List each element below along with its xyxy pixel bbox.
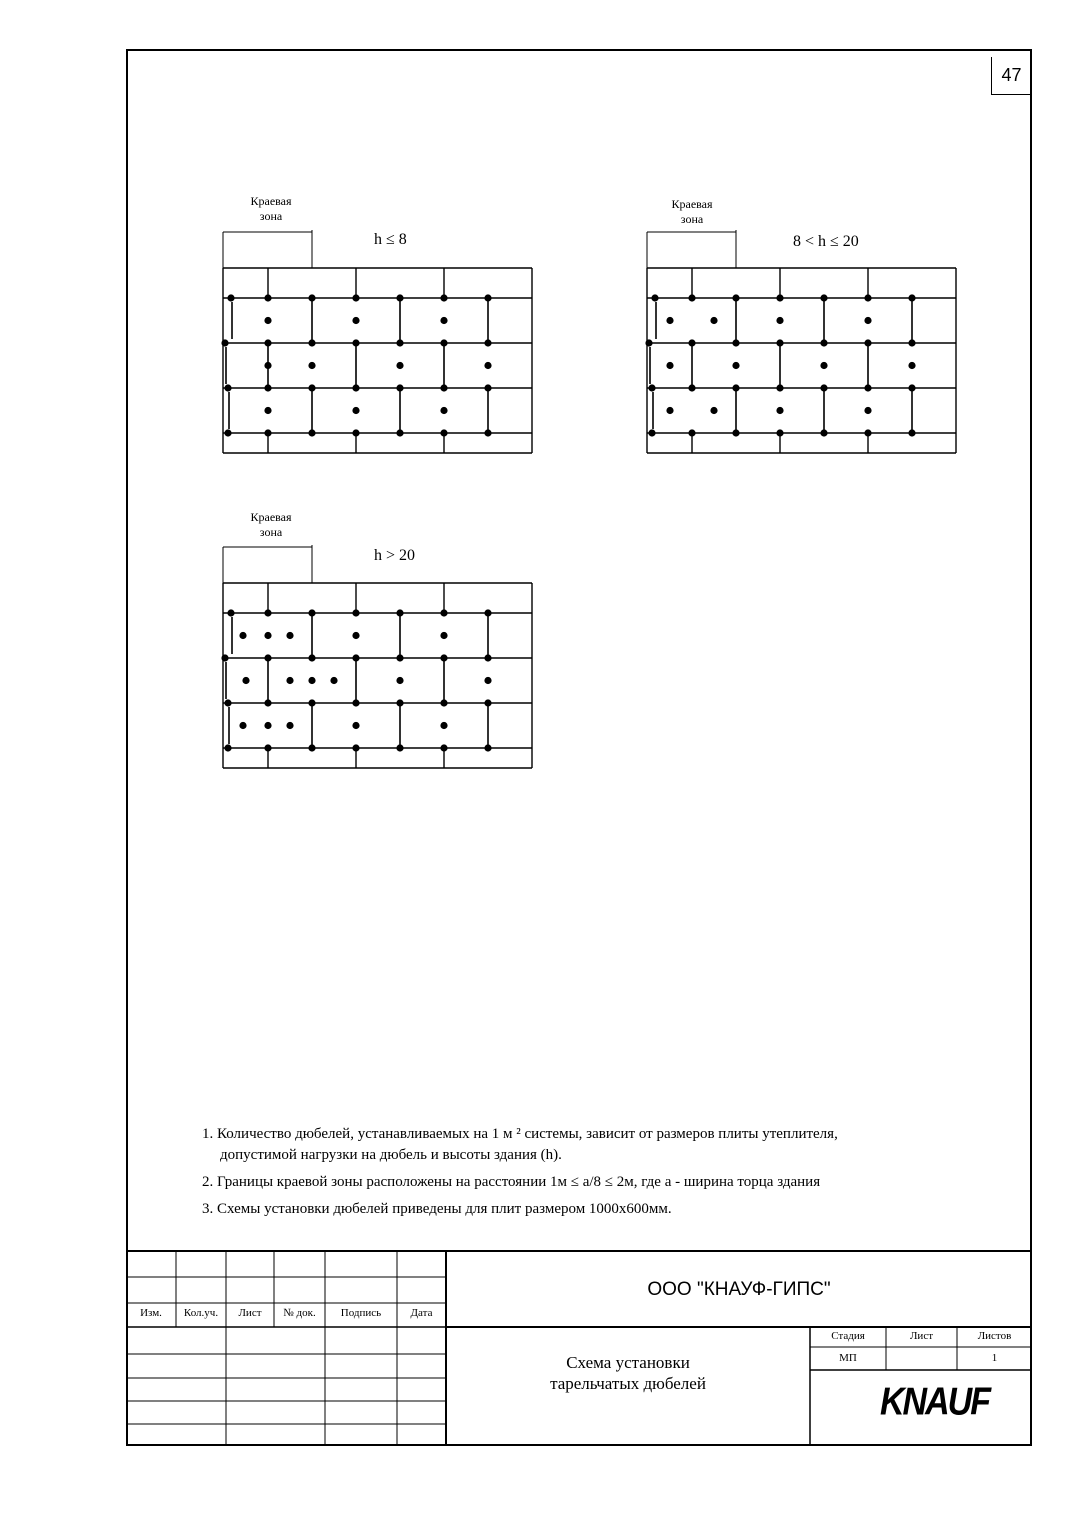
dowel-dot	[648, 429, 655, 436]
dowel-dot	[440, 699, 447, 706]
dowel-dot	[352, 339, 359, 346]
dowel-dot	[308, 677, 315, 684]
dowel-dot	[440, 654, 447, 661]
dowel-dot	[440, 339, 447, 346]
dowel-dot	[820, 429, 827, 436]
dowel-dot	[352, 654, 359, 661]
dowel-dot	[484, 654, 491, 661]
dowel-dot	[484, 744, 491, 751]
dowel-dot	[308, 609, 315, 616]
dowel-dot	[221, 339, 228, 346]
height-condition-2: 8 < h ≤ 20	[793, 233, 859, 250]
dowel-dot	[820, 339, 827, 346]
dowel-dot	[484, 677, 491, 684]
dowel-dot	[864, 339, 871, 346]
dowel-dot	[396, 609, 403, 616]
dowel-dot	[776, 429, 783, 436]
col-header-list: Лист	[238, 1307, 262, 1319]
dowel-dot	[440, 384, 447, 391]
sheets-value: 1	[991, 1352, 998, 1364]
edge-zone-label-3: Краевая зона	[250, 510, 292, 539]
dowel-dot	[688, 294, 695, 301]
dowel-dot	[484, 609, 491, 616]
dowel-dot	[440, 744, 447, 751]
stage-value: МП	[839, 1352, 857, 1364]
dowel-dot	[440, 317, 447, 324]
dowel-dot	[776, 384, 783, 391]
dowel-dot	[264, 317, 271, 324]
dowel-dot	[308, 654, 315, 661]
dowel-dot	[396, 677, 403, 684]
note-1: 1. Количество дюбелей, устанавливаемых на 1 м ² системы, зависит от размеров плиты утеплителя, допустимой нагрузки на дюбель и высоты здания (h).	[202, 1126, 838, 1163]
note-3: 3. Схемы установки дюбелей приведены для плит размером 1000x600мм.	[202, 1201, 672, 1217]
col-header-date: Дата	[410, 1307, 433, 1319]
dowel-dot	[776, 339, 783, 346]
dowel-scheme-3	[215, 535, 545, 780]
dowel-dot	[264, 384, 271, 391]
dowel-dot	[396, 654, 403, 661]
height-condition-1: h ≤ 8	[374, 231, 407, 248]
dowel-dot	[732, 339, 739, 346]
dowel-dot	[264, 407, 271, 414]
dowel-dot	[864, 429, 871, 436]
dowel-dot	[352, 429, 359, 436]
dowel-dot	[688, 429, 695, 436]
dowel-dot	[440, 632, 447, 639]
stage-header: Стадия	[831, 1330, 865, 1342]
dowel-scheme-1	[215, 220, 545, 465]
dowel-dot	[227, 609, 234, 616]
sheet-header: Лист	[909, 1330, 934, 1342]
dowel-dot	[484, 294, 491, 301]
dowel-dot	[440, 722, 447, 729]
sheets-header: Листов	[977, 1330, 1012, 1342]
dowel-dot	[286, 722, 293, 729]
dowel-dot	[264, 429, 271, 436]
dowel-dot	[352, 317, 359, 324]
dowel-dot	[820, 294, 827, 301]
dowel-dot	[732, 384, 739, 391]
dowel-dot	[484, 699, 491, 706]
dowel-dot	[820, 384, 827, 391]
dowel-dot	[308, 744, 315, 751]
notes	[202, 1124, 992, 1226]
dowel-dot	[352, 294, 359, 301]
dowel-dot	[352, 384, 359, 391]
dowel-dot	[308, 699, 315, 706]
dowel-dot	[732, 294, 739, 301]
dowel-dot	[732, 362, 739, 369]
dowel-dot	[264, 654, 271, 661]
dowel-dot	[239, 722, 246, 729]
dowel-dot	[308, 339, 315, 346]
dowel-dot	[645, 339, 652, 346]
note-2: 2. Границы краевой зоны расположены на расстоянии 1м ≤ a/8 ≤ 2м, где a - ширина торца здания	[202, 1174, 821, 1190]
edge-zone-label-1: Краевая зона	[250, 194, 292, 223]
dowel-dot	[352, 609, 359, 616]
dowel-dot	[648, 384, 655, 391]
dowel-dot	[484, 362, 491, 369]
organization-name: ООО "КНАУФ-ГИПС"	[647, 1278, 831, 1300]
dowel-dot	[352, 722, 359, 729]
dowel-dot	[396, 744, 403, 751]
dowel-dot	[396, 294, 403, 301]
edge-zone-label-2: Краевая зона	[671, 197, 713, 226]
dowel-dot	[440, 294, 447, 301]
dowel-dot	[239, 632, 246, 639]
height-condition-3: h > 20	[374, 547, 416, 564]
dowel-dot	[264, 699, 271, 706]
col-header-signature: Подпись	[340, 1307, 382, 1319]
dowel-dot	[396, 699, 403, 706]
dowel-dot	[440, 609, 447, 616]
dowel-dot	[666, 407, 673, 414]
dowel-dot	[688, 339, 695, 346]
dowel-dot	[484, 339, 491, 346]
dowel-dot	[352, 632, 359, 639]
dowel-dot	[286, 677, 293, 684]
dowel-dot	[308, 429, 315, 436]
dowel-dot	[308, 294, 315, 301]
dowel-dot	[776, 317, 783, 324]
dowel-dot	[908, 429, 915, 436]
dowel-dot	[396, 362, 403, 369]
dowel-dot	[908, 339, 915, 346]
dowel-dot	[264, 632, 271, 639]
dowel-dot	[224, 429, 231, 436]
dowel-dot	[286, 632, 293, 639]
dowel-dot	[864, 384, 871, 391]
dowel-dot	[651, 294, 658, 301]
dowel-dot	[308, 384, 315, 391]
dowel-dot	[776, 407, 783, 414]
dowel-dot	[224, 699, 231, 706]
dowel-dot	[688, 384, 695, 391]
dowel-dot	[264, 744, 271, 751]
drawing-title: Схема установки тарельчатых дюбелей	[550, 1353, 706, 1393]
dowel-dot	[776, 294, 783, 301]
page-number: 47	[991, 57, 1031, 95]
dowel-dot	[908, 294, 915, 301]
dowel-dot	[330, 677, 337, 684]
dowel-dot	[352, 407, 359, 414]
dowel-dot	[864, 294, 871, 301]
dowel-dot	[396, 339, 403, 346]
dowel-dot	[264, 609, 271, 616]
col-header-kol-uch: Кол.уч.	[183, 1307, 219, 1319]
dowel-scheme-2	[639, 220, 969, 465]
dowel-dot	[352, 699, 359, 706]
col-header-doc: № док.	[283, 1307, 316, 1319]
dowel-dot	[864, 407, 871, 414]
dowel-dot	[264, 339, 271, 346]
dowel-dot	[820, 362, 827, 369]
dowel-dot	[666, 362, 673, 369]
dowel-dot	[908, 384, 915, 391]
dowel-dot	[710, 407, 717, 414]
dowel-dot	[396, 384, 403, 391]
dowel-dot	[264, 294, 271, 301]
dowel-dot	[221, 654, 228, 661]
dowel-dot	[484, 429, 491, 436]
dowel-dot	[864, 317, 871, 324]
col-header-izm: Изм.	[140, 1307, 162, 1319]
dowel-dot	[440, 429, 447, 436]
dowel-dot	[352, 744, 359, 751]
dowel-dot	[440, 407, 447, 414]
dowel-dot	[396, 429, 403, 436]
dowel-dot	[224, 744, 231, 751]
knauf-logo: KNAUF	[880, 1380, 989, 1424]
dowel-dot	[484, 384, 491, 391]
dowel-dot	[308, 362, 315, 369]
dowel-dot	[908, 362, 915, 369]
dowel-dot	[710, 317, 717, 324]
dowel-dot	[732, 429, 739, 436]
dowel-dot	[264, 722, 271, 729]
dowel-dot	[242, 677, 249, 684]
dowel-dot	[666, 317, 673, 324]
dowel-dot	[224, 384, 231, 391]
dowel-dot	[264, 362, 271, 369]
dowel-dot	[227, 294, 234, 301]
